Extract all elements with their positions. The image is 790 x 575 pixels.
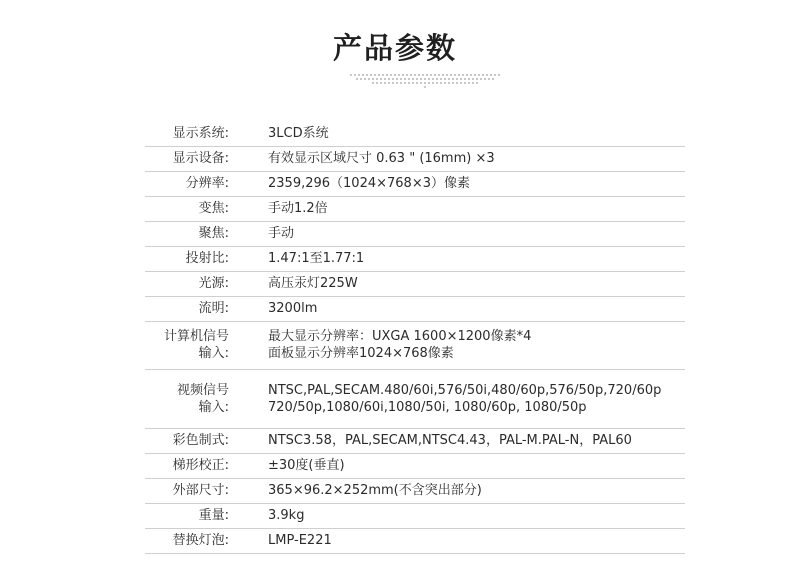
spec-row	[145, 528, 685, 553]
spec-value: NTSC,PAL,SECAM.480/60i,576/50i,480/60p,576/50p,720/60p 720/50p,1080/60i,1080/50i, 1080/60p, 1080/50p	[268, 369, 685, 428]
spec-value: LMP-E221	[268, 528, 685, 553]
spec-row	[145, 478, 685, 503]
spec-label: 彩色制式:	[145, 428, 268, 453]
spec-label: 外部尺寸:	[145, 478, 268, 503]
spec-value: 手动	[268, 221, 685, 246]
spec-value: 有效显示区域尺寸 0.63 " (16mm) ×3	[268, 146, 685, 171]
spec-value: 1.47:1至1.77:1	[268, 246, 685, 271]
spec-label: 重量:	[145, 503, 268, 528]
spec-label: 投射比:	[145, 246, 268, 271]
spec-row	[145, 369, 685, 428]
page-title: 产品参数	[332, 31, 457, 65]
spec-row	[145, 453, 685, 478]
spec-row	[145, 246, 685, 271]
spec-row	[145, 146, 685, 171]
spec-label: 光源:	[145, 271, 268, 296]
spec-label: 聚焦:	[145, 221, 268, 246]
spec-row	[145, 271, 685, 296]
spec-value: 3200lm	[268, 296, 685, 321]
spec-value: ±30度(垂直)	[268, 453, 685, 478]
spec-row	[145, 296, 685, 321]
spec-label: 流明:	[145, 296, 268, 321]
spec-value: 3LCD系统	[268, 121, 685, 146]
spec-label: 显示系统:	[145, 121, 268, 146]
spec-label: 替换灯泡:	[145, 528, 268, 553]
spec-label: 分辨率:	[145, 171, 268, 196]
spec-row	[145, 503, 685, 528]
spec-row	[145, 321, 685, 369]
spec-value: 高压汞灯225W	[268, 271, 685, 296]
spec-table	[145, 121, 685, 554]
spec-label: 变焦:	[145, 196, 268, 221]
spec-value: 2359,296（1024×768×3）像素	[268, 171, 685, 196]
spec-row	[145, 221, 685, 246]
spec-row	[145, 428, 685, 453]
spec-value: 最大显示分辨率：UXGA 1600×1200像素*4 面板显示分辨率1024×768像素	[268, 321, 685, 369]
spec-label: 视频信号 输入:	[145, 369, 268, 428]
spec-value: 手动1.2倍	[268, 196, 685, 221]
spec-label: 计算机信号 输入:	[145, 321, 268, 369]
spec-row	[145, 196, 685, 221]
title-ornament	[350, 74, 502, 88]
spec-label: 梯形校正:	[145, 453, 268, 478]
spec-row	[145, 171, 685, 196]
spec-value: 3.9kg	[268, 503, 685, 528]
spec-row	[145, 121, 685, 146]
spec-value: 365×96.2×252mm(不含突出部分)	[268, 478, 685, 503]
spec-value: NTSC3.58，PAL,SECAM,NTSC4.43，PAL-M.PAL-N，PAL60	[268, 428, 685, 453]
spec-label: 显示设备:	[145, 146, 268, 171]
